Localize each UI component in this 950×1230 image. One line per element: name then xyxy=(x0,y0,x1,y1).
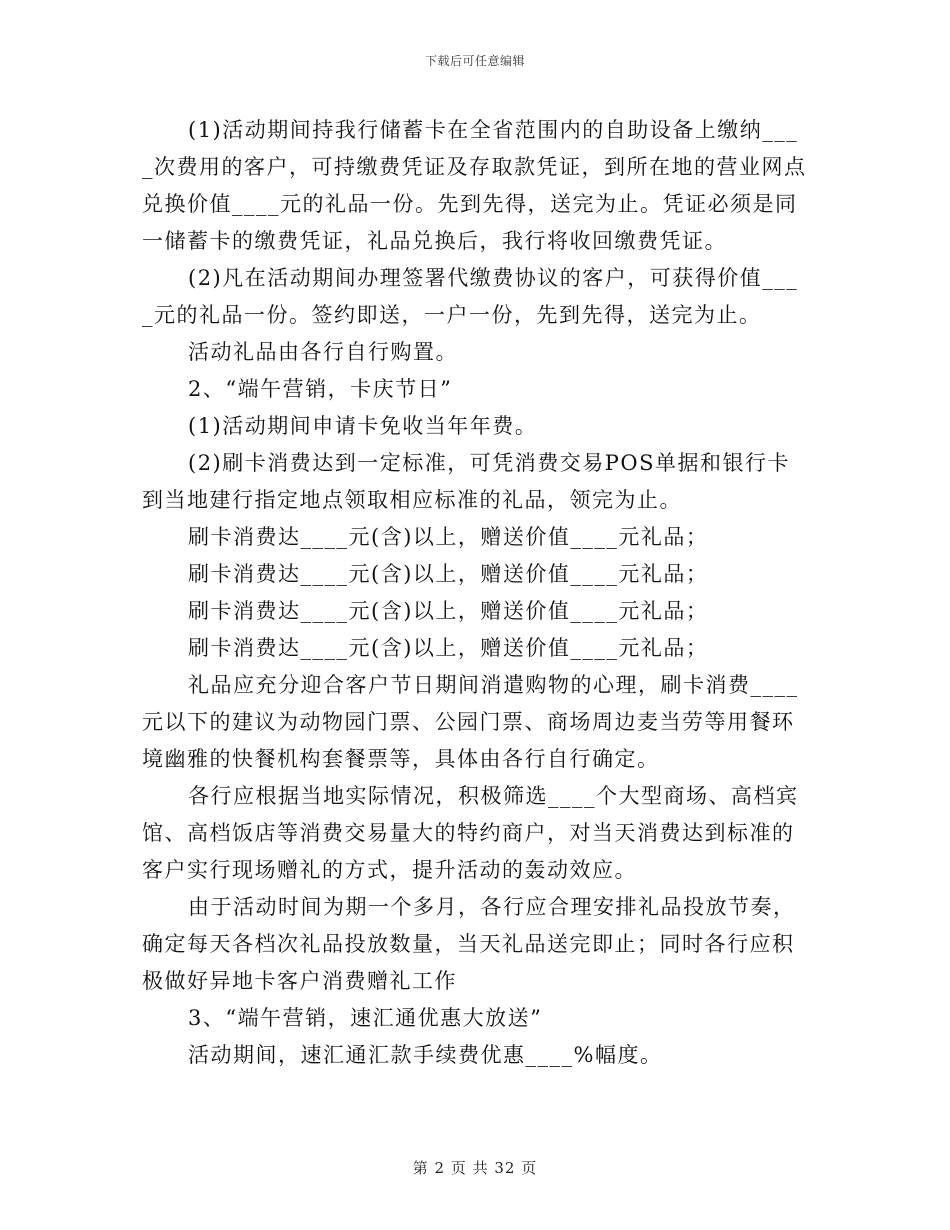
paragraph-15: 活动期间，速汇通汇款手续费优惠____%幅度。 xyxy=(188,1043,663,1067)
document-body xyxy=(142,112,810,1074)
paragraph-5: (1)活动期间申请卡免收当年年费。 xyxy=(188,414,538,438)
tier-line-2: 刷卡消费达____元(含)以上，赠送价值____元礼品； xyxy=(188,562,709,586)
tier-line-3: 刷卡消费达____元(含)以上，赠送价值____元礼品； xyxy=(188,599,709,623)
paragraph-12: 各行应根据当地实际情况，积极筛选____个大型商场、高档宾馆、高档饭店等消费交易量大的特约商户，对当天消费达到标准的客户实行现场赠礼的方式，提升活动的轰动效应。 xyxy=(142,784,799,882)
paragraph-3: 活动礼品由各行自行购置。 xyxy=(188,340,458,364)
paragraph-13: 由于活动时间为期一个多月，各行应合理安排礼品投放节奏，确定每天各档次礼品投放数量，当天礼品送完即止；同时各行应积极做好异地卡客户消费赠礼工作 xyxy=(142,895,796,993)
tier-line-4: 刷卡消费达____元(含)以上，赠送价值____元礼品； xyxy=(188,636,709,660)
paragraph-11: 礼品应充分迎合客户节日期间消遣购物的心理，刷卡消费____元以下的建议为动物园门票、公园门票、商场周边麦当劳等用餐环境幽雅的快餐机构套餐票等，具体由各行自行确定。 xyxy=(142,673,799,771)
paragraph-6: (2)刷卡消费达到一定标准，可凭消费交易POS单据和银行卡到当地建行指定地点领取相应标准的礼品，领完为止。 xyxy=(142,451,790,512)
paragraph-1: (1)活动期间持我行储蓄卡在全省范围内的自助设备上缴纳____次费用的客户，可持缴费凭证及存取款凭证，到所在地的营业网点兑换价值____元的礼品一份。先到先得，送完为止。凭证必须是同一储蓄卡的缴费凭证，礼品兑换后，我行将收回缴费凭证。 xyxy=(142,118,807,253)
page-header: 下载后可任意编辑 xyxy=(424,54,525,68)
paragraph-2: (2)凡在活动期间办理签署代缴费协议的客户，可获得价值____元的礼品一份。签约即送，一户一份，先到先得，送完为止。 xyxy=(142,266,799,327)
section-heading-3: 3、“端午营销，速汇通优惠大放送” xyxy=(188,1006,543,1030)
section-heading-2: 2、“端午营销，卡庆节日” xyxy=(188,377,453,401)
tier-line-1: 刷卡消费达____元(含)以上，赠送价值____元礼品； xyxy=(188,525,709,549)
page-footer: 第 2 页 共 32 页 xyxy=(412,1159,538,1177)
